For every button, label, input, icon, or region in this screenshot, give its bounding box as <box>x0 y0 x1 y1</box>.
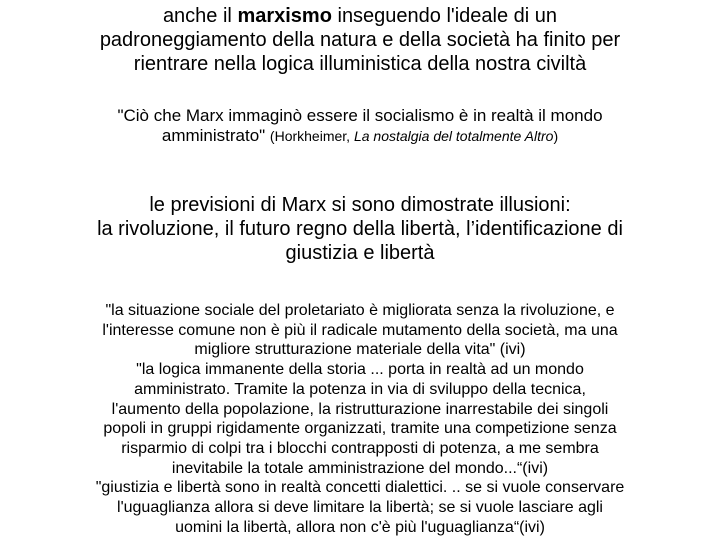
quotation-line: popoli in gruppi rigidamente organizzati, tramite una competizione senza <box>103 420 617 438</box>
quotation-line: uomini la libertà, allora non c'è più l'uguaglianza“(ivi) <box>175 518 545 536</box>
quote-citation <box>270 128 558 144</box>
thesis-line-1: le previsioni di Marx si sono dimostrate illusioni: <box>149 194 571 216</box>
intro-keyword-marxismo: marxismo <box>237 5 332 27</box>
quotation-line: risparmio di colpi tra i blocchi contrapposti di potenza, a me sembra <box>121 439 599 457</box>
quotation-line: "la logica immanente della storia ... porta in realtà ad un mondo <box>136 361 584 379</box>
quote-line-2 <box>0 126 720 146</box>
quotation-line: l'interesse comune non è più il radicale mutamento della società, ma una <box>102 321 618 339</box>
quote-line-1: "Ciò che Marx immaginò essere il socialismo è in realtà il mondo <box>117 106 603 125</box>
intro-line-2: padroneggiamento della natura e della società ha finito per <box>99 29 621 51</box>
horkheimer-quote <box>0 106 720 146</box>
thesis-paragraph <box>0 193 720 265</box>
quotations-paragraph <box>0 301 720 537</box>
intro-line-1-start: anche il <box>162 5 238 27</box>
quotation-line: "giustizia e libertà sono in realtà concetti dialettici. .. se si vuole conservare <box>95 479 625 497</box>
citation-close: ) <box>553 128 559 144</box>
intro-paragraph <box>0 4 720 76</box>
quote-line-2-text: amministrato" <box>161 126 270 145</box>
quotation-line: "la situazione sociale del proletariato è migliorata senza la rivoluzione, e <box>105 302 615 319</box>
quotation-line: migliore strutturazione materiale della vita" (ivi) <box>194 341 526 359</box>
quotation-line: inevitabile la totale amministrazione del mondo...“(ivi) <box>171 459 549 477</box>
intro-line-1 <box>0 4 720 28</box>
intro-line-3: rientrare nella logica illuministica della nostra civiltà <box>133 53 587 75</box>
citation-author: (Horkheimer, <box>269 128 354 144</box>
intro-line-1-end: inseguendo l'ideale di un <box>331 5 558 27</box>
quotation-line: l'uguaglianza allora si deve limitare la libertà; se si vuole lasciare agli <box>117 499 603 517</box>
quotation-line: amministrato. Tramite la potenza in via di sviluppo della tecnica, <box>134 380 586 398</box>
thesis-line-3: giustizia e libertà <box>285 242 435 264</box>
thesis-line-2: la rivoluzione, il futuro regno della libertà, l’identificazione di <box>97 218 623 240</box>
citation-title: La nostalgia del totalmente Altro <box>353 128 554 144</box>
quotation-line: l'aumento della popolazione, la ristrutturazione inarrestabile dei singoli <box>111 400 609 418</box>
